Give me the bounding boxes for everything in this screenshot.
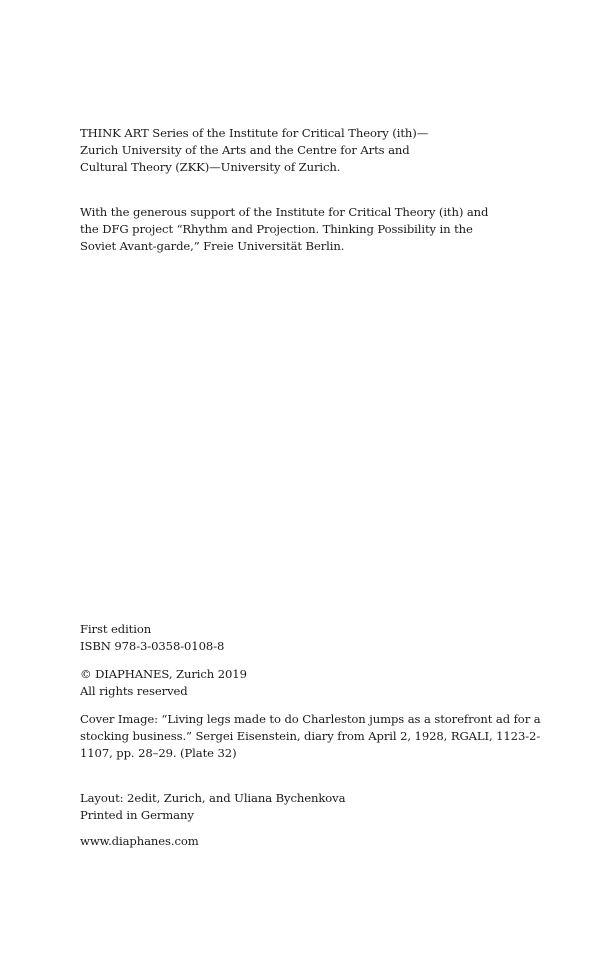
support-note [80,204,550,255]
series-note-line: Zurich University of the Arts and the Centre for Arts and [80,143,410,157]
rights-notice: All rights reserved [80,684,188,698]
support-note-line: the DFG project “Rhythm and Projection. Thinking Possibility in the [80,222,473,236]
support-note-line: Soviet Avant-garde,” Freie Universität Berlin. [80,239,345,253]
cover-credit-line: Cover Image: “Living legs made to do Charleston jumps as a storefront ad for a [80,712,541,726]
series-note-line: THINK ART Series of the Institute for Critical Theory (ith)— [80,126,429,140]
isbn: ISBN 978-3-0358-0108-8 [80,639,225,653]
cover-credit-line: stocking business.” Sergei Eisenstein, diary from April 2, 1928, RGALI, 1123-2- [80,729,541,743]
website [80,833,550,850]
series-note [80,125,550,176]
copyright-notice: © DIAPHANES, Zurich 2019 [80,667,247,681]
copyright-info [80,666,550,700]
cover-credit-line: 1107, pp. 28–29. (Plate 32) [80,746,237,760]
imprint-page [80,0,550,964]
edition-label: First edition [80,622,152,636]
layout-line: Layout: 2edit, Zurich, and Uliana Bychenkova [80,791,346,805]
edition-info [80,621,550,655]
printed-line: Printed in Germany [80,808,194,822]
website-url: www.diaphanes.com [80,834,199,848]
layout-credit [80,790,550,824]
cover-image-credit [80,711,550,762]
series-note-line: Cultural Theory (ZKK)—University of Zurich. [80,160,341,174]
support-note-line: With the generous support of the Institute for Critical Theory (ith) and [80,205,489,219]
